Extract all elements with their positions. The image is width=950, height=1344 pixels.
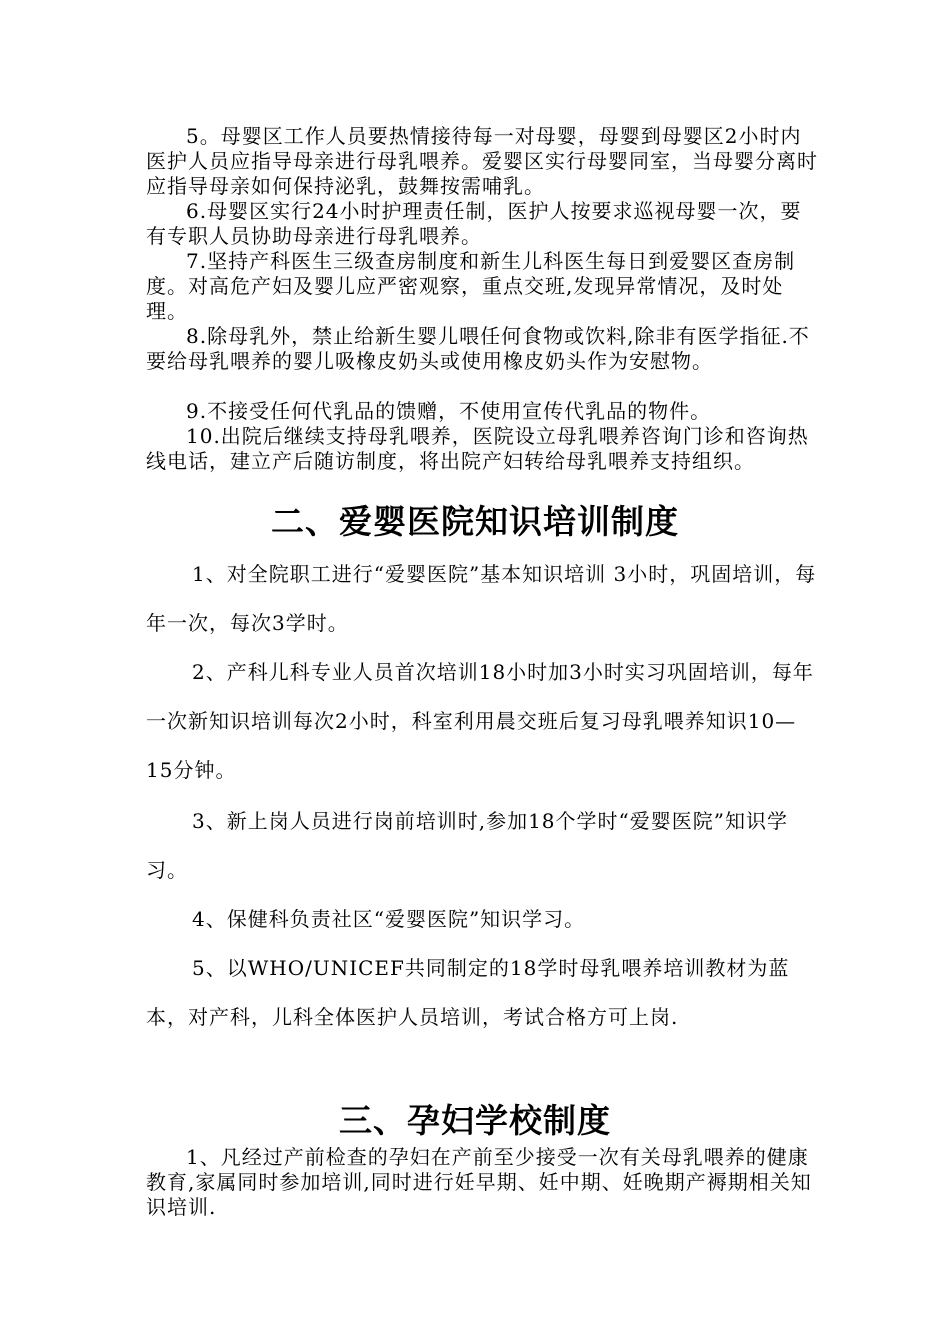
training-item-5: 5、以WHO/UNICEF共同制定的18学时母乳喂养培训教材为蓝本，对产科，儿科全体医护人员培训，考试合格方可上岗. <box>146 956 790 1029</box>
paragraph-item-10: 10.出院后继续支持母乳喂养，医院设立母乳喂养咨询门诊和咨询热线电话，建立产后随访制度，将出院产妇转给母乳喂养支持组织。 <box>146 424 809 473</box>
training-item-1: 1、对全院职工进行“爱婴医院”基本知识培训 3小时，巩固培训，每年一次，每次3学时。 <box>146 562 817 635</box>
section-heading-training: 二、爱婴医院知识培训制度 <box>271 502 679 541</box>
paragraph-item-8: 8.除母乳外，禁止给新生婴儿喂任何食物或饮料,除非有医学指征.不要给母乳喂养的婴儿吸橡皮奶头或使用橡皮奶头作为安慰物。 <box>146 324 810 373</box>
paragraph-item-7: 7.坚持产科医生三级查房制度和新生儿科医生每日到爱婴区查房制度。对高危产妇及婴儿应严密观察，重点交班,发现异常情况，及时处理。 <box>146 249 796 323</box>
school-item-1: 1、凡经过产前检查的孕妇在产前至少接受一次有关母乳喂养的健康教育,家属同时参加培训,同时进行妊早期、妊中期、妊晚期产褥期相关知识培训. <box>146 1145 812 1219</box>
training-item-2: 2、产科儿科专业人员首次培训18小时加3小时实习巩固培训，每年一次新知识培训每次2小时，科室利用晨交班后复习母乳喂养知识10—15分钟。 <box>146 660 814 782</box>
section-heading-school: 三、孕妇学校制度 <box>339 1101 611 1140</box>
training-item-4: 4、保健科负责社区“爱婴医院”知识学习。 <box>192 907 586 931</box>
paragraph-item-9: 9.不接受任何代乳品的馈赠，不使用宣传代乳品的物件。 <box>186 399 712 423</box>
paragraph-item-6: 6.母婴区实行24小时护理责任制，医护人按要求巡视母婴一次，要有专职人员协助母亲进行母乳喂养。 <box>146 199 802 248</box>
paragraph-item-5: 5。母婴区工作人员要热情接待每一对母婴，母婴到母婴区2小时内医护人员应指导母亲进行母乳喂养。爱婴区实行母婴同室，当母婴分离时应指导母亲如何保持泌乳，鼓舞按需哺乳。 <box>146 124 818 198</box>
training-item-3: 3、新上岗人员进行岗前培训时,参加18个学时“爱婴医院”知识学习。 <box>146 809 788 882</box>
